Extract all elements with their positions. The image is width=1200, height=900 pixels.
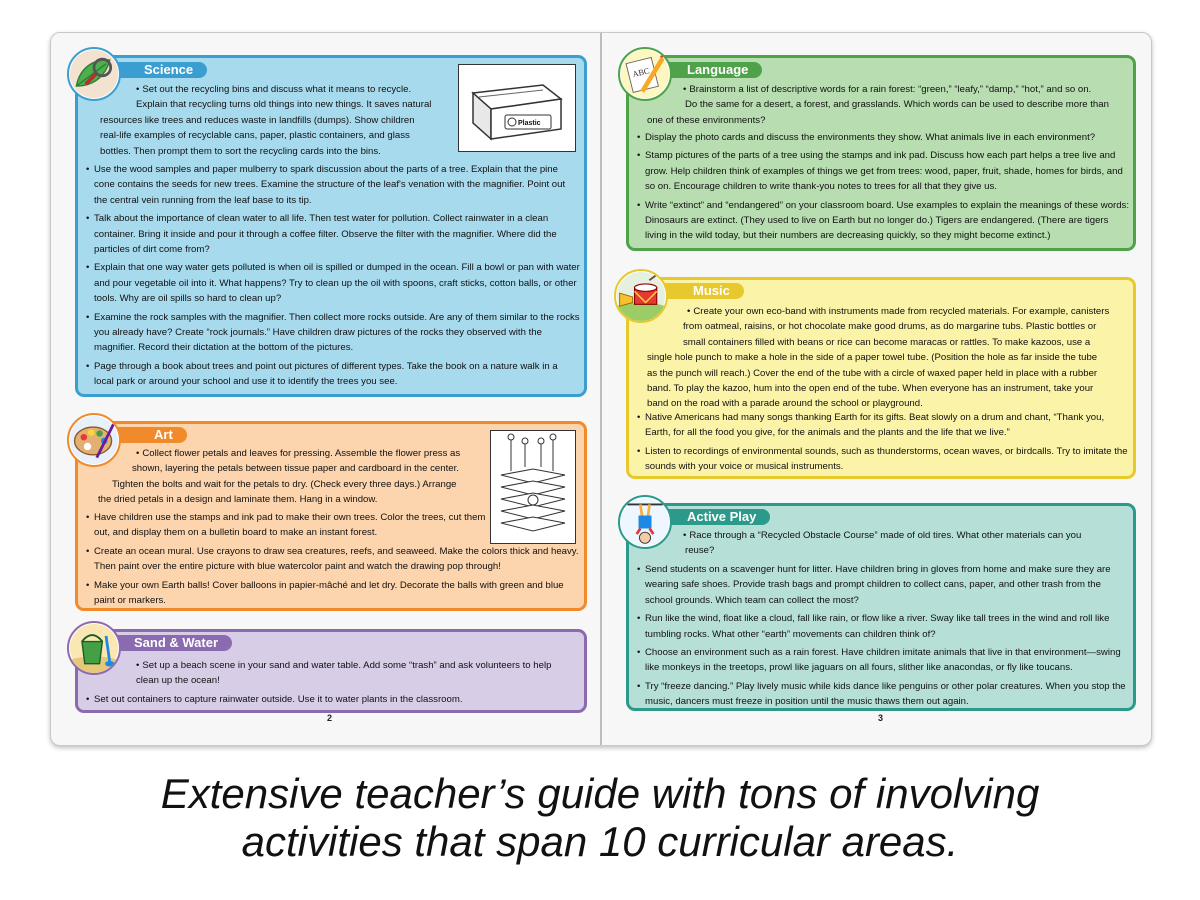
active-play-section <box>626 503 1136 711</box>
music-lead: • Create your own eco-band with instruments made from recycled materials. For example, canisters from oatmeal, raisins, or hot chocolate make good drums, as do margarine tubs. Plastic bottles or small containers filled with beans or rice can become maracas or rattles. To make kazoos, use a single hole punch to make a hole in the side of a paper towel tube. (Position the hole as far inside the tube as the punch will reach.) Cover the end of the tube with a circle of waxed paper held in place with a rubber band. To play the kazoo, hum into the open end of the tube. When everyone has an instrument, take your band on the road with a parade around the school or playground. <box>647 306 1110 410</box>
page-number-left: 2 <box>327 713 333 723</box>
sand-water-section <box>75 629 587 713</box>
list-item: • Choose an environment such as a rain forest. Have children imitate animals that live in that environment—swing like monkeys in the treetops, prowl like jaguars on all fours, slither like anacondas, or fly like toucans. <box>637 645 1131 676</box>
art-activity-list-wide <box>86 544 580 612</box>
music-activity-list <box>637 410 1131 478</box>
science-section <box>75 55 587 397</box>
list-item: • Create an ocean mural. Use crayons to draw sea creatures, reefs, and seaweed. Make the colors thick and heavy. Then paint over the entire picture with blue watercolor paint and watch the drawing pop through! <box>86 544 580 575</box>
paint-palette-icon <box>67 413 121 467</box>
list-item: • Have children use the stamps and ink pad to make their own trees. Color the trees, cut them out, and display them on a bulletin board to make an instant forest. <box>86 510 490 541</box>
right-page <box>602 33 1151 745</box>
caption-line-2: activities that span 10 curricular areas. <box>241 818 959 865</box>
recycling-bin-illustration <box>458 64 576 152</box>
language-title: Language <box>639 62 762 78</box>
promo-caption <box>0 770 1200 866</box>
science-activity-list <box>86 162 580 393</box>
bin-label: Plastic <box>518 120 541 127</box>
list-item: • Examine the rock samples with the magnifier. Then collect more rocks outside. Are any of them similar to the rocks you already have? Create “rock journals.” Have children draw pictures of the rocks they observed with the magnifier. Record their dictation at the bottom of the pictures. <box>86 310 580 356</box>
hanging-child-icon <box>618 495 672 549</box>
list-item: • Write “extinct” and “endangered” on your classroom board. Use examples to explain the meanings of these words: Dinosaurs are extinct. (They used to live on Earth but no longer do.) Tigers are endangered. (There are tigers living in the wild today, but their numbers are decreasing quickly, so they might become extinct.) <box>637 198 1131 244</box>
list-item: • Try “freeze dancing.” Play lively music while kids dance like penguins or other polar creatures. When you stop the music, dancers must freeze in position until the music thaws them out again. <box>637 679 1131 710</box>
sand-bucket-icon <box>67 621 121 675</box>
list-item: • Listen to recordings of environmental sounds, such as thunderstorms, ocean waves, or birdcalls. Try to imitate the sounds with your voice or musical instruments. <box>637 444 1131 475</box>
left-page <box>51 33 600 745</box>
art-activity-list <box>86 510 490 544</box>
caption-line-1: Extensive teacher’s guide with tons of involving <box>160 770 1040 817</box>
list-item: • Page through a book about trees and point out pictures of different types. Take the book on a nature walk in a local park or around your school and use it to identify the trees you see. <box>86 359 580 390</box>
science-title: Science <box>96 62 207 78</box>
list-item: • Make your own Earth balls! Cover balloons in papier-mâché and let dry. Decorate the balls with green and blue paint or markers. <box>86 578 580 609</box>
active-play-title: Active Play <box>639 509 770 525</box>
page-number-right: 3 <box>878 713 884 723</box>
active-play-activity-list <box>637 562 1131 713</box>
language-activity-list <box>637 130 1131 247</box>
teacher-guide-spread <box>50 32 1152 746</box>
language-lead: • Brainstorm a list of descriptive words for a rain forest: “green,” “leafy,” “damp,” “hot,” and so on. Do the same for a desert, a forest, and grasslands. Which words can be used to describe more than one of these environments? <box>647 84 1109 126</box>
active-play-lead: • Race through a “Recycled Obstacle Course” made of old tires. What other materials can you reuse? <box>683 530 1082 557</box>
list-item: • Set out containers to capture rainwater outside. Use it to water plants in the classroom. <box>86 692 580 707</box>
abc-pencil-icon <box>618 47 672 101</box>
list-item: • Talk about the importance of clean water to all life. Then test water for pollution. Collect rainwater in a clean container. Bring it inside and pour it through a coffee filter. Observe the filter with the magnifier. Where did the particles of dirt come from? <box>86 211 580 257</box>
list-item: • Native Americans had many songs thanking Earth for its gifts. Beat slowly on a drum and chant, “Thank you, Earth, for all the food you give, for the animals and the plants and the life that we live.” <box>637 410 1131 441</box>
sand-water-title: Sand & Water <box>86 635 232 651</box>
list-item: • Run like the wind, float like a cloud, fall like rain, or flow like a river. Sway like tall trees in the wind and roll like tumbling rocks. What other “earth” movements can children think of? <box>637 611 1131 642</box>
language-section <box>626 55 1136 251</box>
sand-water-activity-list <box>86 692 580 710</box>
music-title: Music <box>645 283 744 299</box>
flower-press-illustration <box>490 430 576 544</box>
science-lead: • Set out the recycling bins and discuss what it means to recycle. Explain that recycling turns old things into new things. It saves natural resources like trees and reduces waste in landfills (dumps). Show children real-life examples of recyclable cans, paper, plastic containers, and glass bottles. Then prompt them to sort the recycling cards into the bins. <box>100 84 432 157</box>
list-item: • Explain that one way water gets polluted is when oil is spilled or dumped in the ocean. Fill a bowl or pan with water and pour vegetable oil into it. What happens? Try to clean up the oil with spoons, craft sticks, cotton balls, or other tools. Why are oil spills so hard to clean up? <box>86 260 580 306</box>
music-section <box>626 277 1136 479</box>
leaf-magnifier-icon <box>67 47 121 101</box>
list-item: • Display the photo cards and discuss the environments they show. What animals live in each environment? <box>637 130 1131 145</box>
list-item: • Use the wood samples and paper mulberry to spark discussion about the parts of a tree. Explain that the pine cone contains the seeds for new trees. Examine the structure of the leaf's venation with the magnifier. Point out the central vein running from the leaf base to its tip. <box>86 162 580 208</box>
art-lead: • Collect flower petals and leaves for pressing. Assemble the flower press as shown, layering the petals between tissue paper and cardboard in the center. Tighten the bolts and wait for the petals to dry. (Check every three days.) Arrange the dried petals in a design and laminate them. Hang in a window. <box>98 448 461 506</box>
art-title: Art <box>106 427 187 443</box>
sand-water-lead: • Set up a beach scene in your sand and water table. Add some “trash” and ask volunteers to help clean up the ocean! <box>136 660 552 687</box>
art-section <box>75 421 587 611</box>
list-item: • Stamp pictures of the parts of a tree using the stamps and ink pad. Discuss how each part helps a tree live and grow. Help children think of examples of things we get from trees: wood, paper, fruit, shade, homes for birds, and so on. Encourage children to write thank-you notes to trees for all that they give us. <box>637 148 1131 194</box>
drum-horn-icon <box>614 269 668 323</box>
svg-text:ABC: ABC <box>631 66 651 80</box>
list-item: • Send students on a scavenger hunt for litter. Have children bring in gloves from home and make sure they are wearing safe shoes. Provide trash bags and prompt children to collect cans, paper, and other trash from the school grounds. Which team can collect the most? <box>637 562 1131 608</box>
